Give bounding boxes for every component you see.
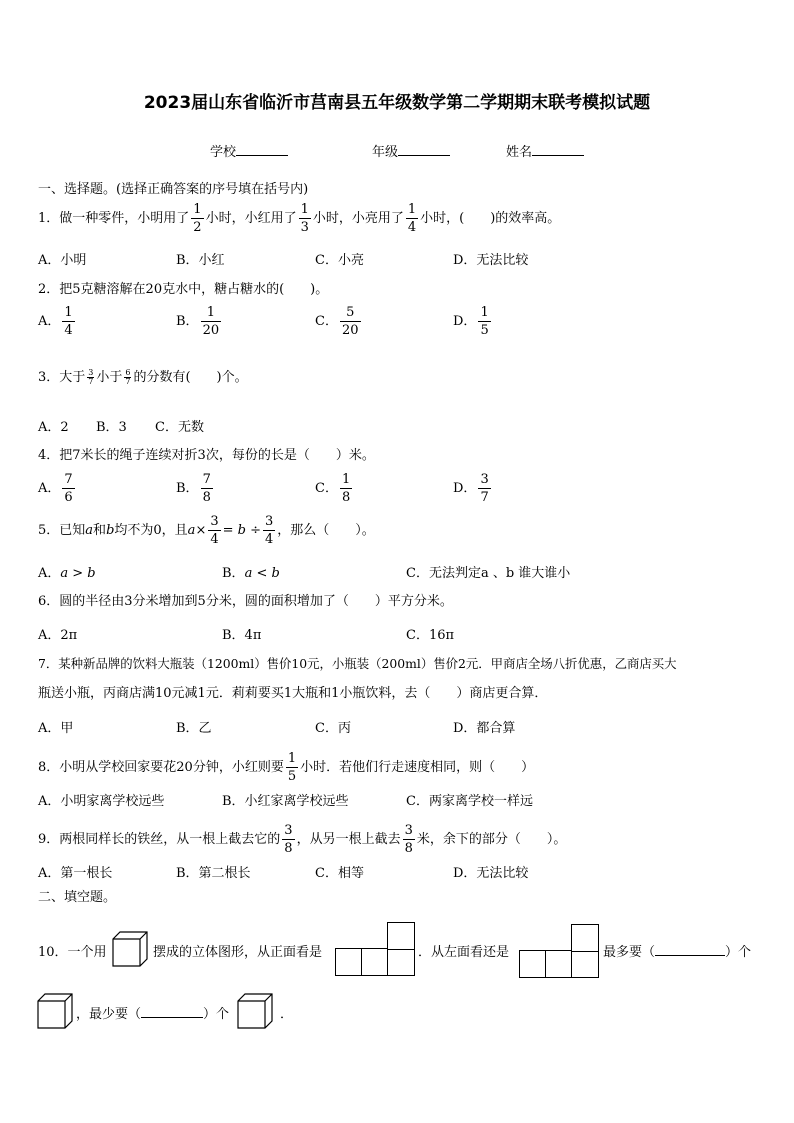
q3-fraction-1	[87, 369, 94, 386]
numerator: 1	[300, 202, 309, 217]
question-5	[38, 515, 375, 546]
numerator: 5	[346, 305, 355, 320]
denominator: 4	[64, 323, 73, 338]
question-3	[38, 368, 248, 388]
var-a: a	[85, 523, 94, 538]
q10-text-6: ，最少要（	[76, 1007, 142, 1022]
q4-option-a[interactable]	[38, 473, 77, 504]
q9-option-c[interactable]: C．相等	[315, 866, 364, 881]
denominator: 2	[193, 220, 202, 235]
q4-option-a-fraction	[62, 473, 74, 504]
question-8	[38, 752, 534, 783]
q1-text-3: 小时，小亮用了	[312, 211, 404, 226]
numerator: 1	[287, 751, 297, 766]
denominator: 7	[480, 490, 489, 505]
numerator: 7	[64, 472, 73, 487]
section-1-heading: 一、选择题。(选择正确答案的序号填在括号内)	[38, 182, 309, 197]
option-label: C．	[315, 481, 338, 496]
left-view-square	[571, 950, 599, 978]
denominator: 8	[202, 490, 211, 505]
q8-option-b[interactable]: B．小红家离学校远些	[222, 794, 349, 809]
q5-option-c[interactable]: C．无法判定a 、b 谁大谁小	[406, 566, 571, 581]
var-a: a	[187, 523, 196, 538]
q4-option-d[interactable]	[453, 473, 493, 504]
q2-option-a[interactable]	[38, 306, 77, 337]
option-expression: a > b	[60, 566, 96, 581]
q2-option-c[interactable]	[315, 306, 363, 337]
school-blank[interactable]	[236, 141, 288, 156]
denominator: 8	[341, 490, 351, 505]
school-label: 学校	[210, 145, 237, 160]
front-view-square	[361, 948, 389, 976]
denominator: 5	[287, 769, 297, 784]
denominator: 7	[88, 377, 94, 386]
q9-option-a[interactable]: A．第一根长	[38, 866, 113, 881]
q6-option-c[interactable]: C．16π	[406, 628, 455, 643]
numerator: 7	[202, 472, 211, 487]
q10-min-answer	[76, 1003, 229, 1022]
q8-text-1: 8．小明从学校回家要花20分钟，小红则要	[38, 760, 284, 775]
q1-text-1: 1．做一种零件，小明用了	[38, 211, 190, 226]
numerator: 1	[407, 202, 417, 217]
front-view-square	[387, 922, 415, 950]
denominator: 8	[404, 841, 413, 856]
denominator: 3	[300, 220, 309, 235]
min-count-blank[interactable]	[141, 1003, 203, 1018]
question-6: 6．圆的半径由3分米增加到5分米，圆的面积增加了（ ）平方分米。	[38, 594, 453, 609]
q4-option-b[interactable]	[176, 473, 215, 504]
q1-fraction-2	[299, 203, 311, 234]
front-view-square	[335, 948, 363, 976]
q10-text-7: ）个	[203, 1007, 230, 1022]
q4-option-c[interactable]	[315, 473, 354, 504]
option-expression: a < b	[244, 566, 280, 581]
var-b: b	[106, 523, 115, 538]
numerator: 1	[193, 202, 202, 217]
numerator: 6	[125, 368, 131, 377]
q10-text-8: ．	[280, 1007, 294, 1022]
q4-option-d-fraction	[478, 473, 490, 504]
option-label: A．	[38, 481, 61, 496]
grade-label: 年级	[372, 145, 399, 160]
q1-text-4: 小时，( )的效率高。	[420, 211, 561, 226]
q9-text-2: ，从另一根上截去	[296, 832, 401, 847]
q5-fraction-2	[263, 515, 275, 546]
q5-option-a[interactable]	[38, 562, 96, 581]
option-label: B．	[176, 314, 199, 329]
numerator: 3	[88, 368, 94, 377]
option-label: A．	[38, 314, 61, 329]
left-view-square	[545, 950, 573, 978]
q1-option-c[interactable]: C．小亮	[315, 253, 364, 268]
question-7-line-1: 7．某种新品牌的饮料大瓶装（1200ml）售价10元，小瓶装（200ml）售价2元．甲商店全场八折优惠，乙商店买大	[38, 656, 677, 671]
denominator: 20	[341, 323, 359, 338]
section-2-heading: 二、填空题。	[38, 890, 117, 905]
q9-text-1: 9．两根同样长的铁丝，从一根上截去它的	[38, 832, 281, 847]
q5-text-1: 5．已知	[38, 523, 86, 538]
school-field	[210, 141, 288, 160]
q8-fraction	[286, 752, 298, 783]
denominator: 7	[125, 377, 131, 386]
q2-option-b[interactable]	[176, 306, 223, 337]
q2-option-c-fraction	[340, 306, 361, 337]
denominator: 4	[265, 532, 274, 547]
q1-option-b[interactable]: B．小红	[176, 253, 225, 268]
q6-option-a[interactable]: A．2π	[38, 628, 78, 643]
q6-option-b[interactable]: B．4π	[222, 628, 262, 643]
q5-text-4: ，那么（ ）。	[277, 523, 375, 538]
q5-option-b[interactable]	[222, 562, 280, 581]
q7-option-a[interactable]: A．甲	[38, 721, 74, 736]
times-sign: ×	[195, 523, 207, 538]
numerator: 1	[206, 305, 215, 320]
left-view-square	[519, 950, 547, 978]
name-label: 姓名	[506, 145, 533, 160]
option-label: D．	[453, 481, 477, 496]
q9-fraction-2	[403, 824, 415, 855]
q9-option-b[interactable]: B．第二根长	[176, 866, 251, 881]
q1-fraction-3	[406, 203, 418, 234]
q4-option-b-fraction	[201, 473, 213, 504]
option-label: D．	[453, 314, 477, 329]
q3-text-2: 小于	[96, 370, 123, 385]
question-1	[38, 203, 560, 234]
q2-option-a-fraction	[62, 306, 74, 337]
q5-fraction-1	[208, 515, 220, 546]
option-label: B．	[176, 481, 199, 496]
grade-field	[372, 141, 450, 160]
q10-text-4: 最多要（	[603, 945, 656, 960]
denominator: 8	[284, 841, 293, 856]
q8-option-a[interactable]: A．小明家离学校远些	[38, 794, 165, 809]
q8-option-c[interactable]: C．两家离学校一样远	[406, 794, 533, 809]
grade-blank[interactable]	[398, 141, 450, 156]
q10-text-1: 10．一个用	[38, 945, 107, 960]
q3-text-3: 的分数有( )个。	[133, 370, 248, 385]
q9-option-d[interactable]: D．无法比较	[453, 866, 529, 881]
q3-fraction-2	[124, 369, 131, 386]
left-view-square	[571, 924, 599, 952]
cube-icon	[237, 993, 273, 1029]
q10-text-3: ．从左面看还是	[418, 945, 510, 960]
name-field	[506, 141, 584, 160]
page-title: 2023届山东省临沂市莒南县五年级数学第二学期期末联考模拟试题	[143, 93, 651, 113]
numerator: 3	[210, 514, 219, 529]
question-4: 4．把7米长的绳子连续对折3次，每份的长是（ ）米。	[38, 448, 375, 463]
q5-text-2: 和	[93, 523, 107, 538]
q10-text-2: 摆成的立体图形，从正面看是	[153, 945, 323, 960]
q5-text-3: 均不为0，且	[114, 523, 188, 538]
q3-option-c[interactable]: C．无数	[155, 420, 204, 435]
question-7-line-2: 瓶送小瓶，丙商店满10元减1元．莉莉要买1大瓶和1小瓶饮料，去（ ）商店更合算．	[38, 686, 548, 701]
q3-option-b[interactable]: B．3	[96, 420, 127, 435]
cube-icon	[37, 993, 73, 1029]
denominator: 4	[210, 532, 219, 547]
denominator: 5	[480, 323, 489, 338]
numerator: 3	[480, 472, 489, 487]
q1-text-2: 小时，小红用了	[205, 211, 297, 226]
q1-option-a[interactable]: A．小明	[38, 253, 87, 268]
denominator: 4	[407, 220, 417, 235]
q7-option-b[interactable]: B．乙	[176, 721, 212, 736]
q10-text-5: ）个	[725, 945, 752, 960]
option-label: A．	[38, 566, 61, 581]
q1-fraction-1	[191, 203, 203, 234]
cube-icon	[112, 931, 148, 967]
q5-equation: = b ÷	[222, 523, 261, 538]
q2-option-d-fraction	[478, 306, 490, 337]
q9-fraction-1	[282, 824, 294, 855]
numerator: 3	[284, 823, 293, 838]
q10-max-answer	[603, 941, 751, 960]
numerator: 1	[480, 305, 489, 320]
q3-option-a[interactable]: A．2	[38, 420, 69, 435]
numerator: 3	[404, 823, 413, 838]
q7-option-d[interactable]: D．都合算	[453, 721, 516, 736]
question-2: 2．把5克糖溶解在20克水中，糖占糖水的( )。	[38, 282, 329, 297]
front-view-square	[387, 948, 415, 976]
name-blank[interactable]	[532, 141, 584, 156]
q9-text-3: 米，余下的部分（ ）。	[416, 832, 567, 847]
q3-text-1: 3．大于	[38, 370, 86, 385]
denominator: 20	[202, 323, 220, 338]
max-count-blank[interactable]	[655, 941, 725, 956]
numerator: 1	[341, 472, 351, 487]
option-label: C．	[315, 314, 338, 329]
q7-option-c[interactable]: C．丙	[315, 721, 351, 736]
q2-option-d[interactable]	[453, 306, 493, 337]
denominator: 6	[64, 490, 73, 505]
q8-text-2: 小时．若他们行走速度相同，则（ ）	[300, 760, 535, 775]
option-label: B．	[222, 566, 245, 581]
numerator: 1	[64, 305, 73, 320]
q2-option-b-fraction	[201, 306, 222, 337]
numerator: 3	[265, 514, 274, 529]
q4-option-c-fraction	[340, 473, 352, 504]
question-9	[38, 824, 566, 855]
q1-option-d[interactable]: D．无法比较	[453, 253, 529, 268]
